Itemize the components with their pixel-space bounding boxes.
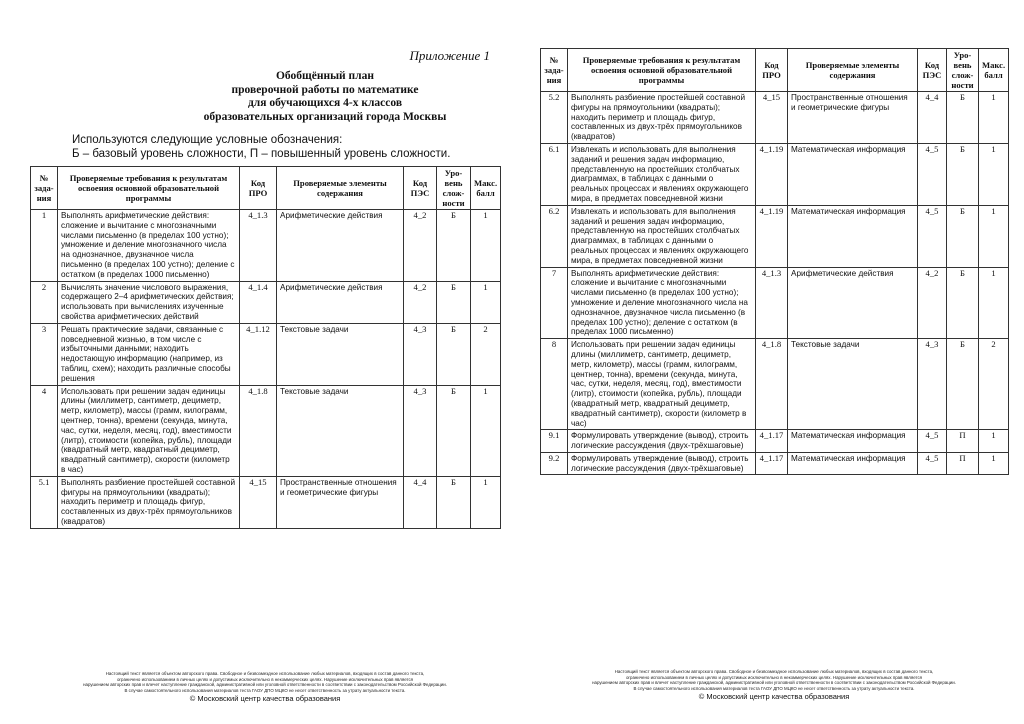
pro-code: 4_1.19 bbox=[756, 205, 788, 267]
table-row bbox=[31, 281, 501, 323]
pes-code: 4_2 bbox=[918, 267, 947, 339]
max-score: 1 bbox=[979, 267, 1009, 339]
pes-code: 4_3 bbox=[404, 323, 437, 385]
table-row bbox=[31, 323, 501, 385]
notice-line: Настоящий текст является объектом авторского права. Свободное и безвозмездное использование любых материалов, входящих в состав данного текста, bbox=[105, 671, 425, 676]
table-row bbox=[31, 210, 501, 282]
difficulty-level: Б bbox=[947, 92, 979, 144]
task-number: 4 bbox=[31, 385, 58, 476]
header-pro-code: Код ПРО bbox=[240, 167, 277, 210]
content-element: Текстовые задачи bbox=[277, 323, 404, 385]
requirement-text: Формулировать утверждение (вывод), строить логические рассуждения (двух-трёхшаговые) bbox=[568, 452, 756, 475]
header-max-score: Макс. балл bbox=[471, 167, 501, 210]
pro-code: 4_1.17 bbox=[756, 430, 788, 453]
table-header-row bbox=[541, 49, 1009, 92]
header-elements: Проверяемые элементы содержания bbox=[788, 49, 918, 92]
heading-line: проверочной работы по математике bbox=[231, 83, 419, 96]
footer bbox=[30, 671, 500, 703]
max-score: 1 bbox=[979, 430, 1009, 453]
difficulty-level: Б bbox=[947, 205, 979, 267]
pro-code: 4_15 bbox=[756, 92, 788, 144]
table-row bbox=[541, 92, 1009, 144]
max-score: 1 bbox=[979, 143, 1009, 205]
pes-code: 4_2 bbox=[404, 281, 437, 323]
task-number: 6.1 bbox=[541, 143, 568, 205]
requirement-text: Извлекать и использовать для выполнения заданий и решения задач информацию, представленную на простейших столбчатых диаграммах, в таблицах с данными о реальных процессах и явлениях окружающего мира, в предметах повседневной жизни bbox=[568, 143, 756, 205]
pes-code: 4_2 bbox=[404, 210, 437, 282]
table-row bbox=[541, 267, 1009, 339]
pro-code: 4_1.19 bbox=[756, 143, 788, 205]
max-score: 1 bbox=[471, 385, 501, 476]
requirement-text: Решать практические задачи, связанные с повседневной жизнью, в том числе с избыточными данными; находить недостающую информацию (например, из таблиц, схем); находить различные способы решения bbox=[58, 323, 240, 385]
task-number: 5.1 bbox=[31, 476, 58, 528]
notice-line: ограничено использованием в личных целях и допустимых исключительно в некоммерческих целях. Нарушение исключительных прав является bbox=[625, 674, 923, 680]
heading-line: для обучающихся 4-х классов bbox=[247, 97, 403, 109]
requirement-text: Выполнять арифметические действия: сложение и вычитание с многозначными числами письменно (в пределах 100 устно); умножение и деление многозначного числа на однозначное, двузначное числа письменно (в пределах 100 устно); деление с остатком (в пределах 1000 письменно) bbox=[58, 210, 240, 282]
header-num: № зада-ния bbox=[541, 49, 568, 92]
legend-line: Используются следующие условные обозначения: bbox=[72, 134, 343, 146]
requirement-text: Использовать при решении задач единицы длины (миллиметр, сантиметр, дециметр, метр, километр), массы (грамм, килограмм, центнер, тонна), времени (секунда, минута, час, сутки, неделя, месяц, год), вместимости (литр), стоимости (копейка, рубль), площади (квадратный метр, квадратный дециметр, квадратный сантиметр), скорости (километр в час) bbox=[568, 339, 756, 430]
pro-code: 4_1.3 bbox=[240, 210, 277, 282]
difficulty-level: Б bbox=[947, 339, 979, 430]
heading-line: Обобщённый план bbox=[275, 70, 375, 82]
header-max-score: Макс. балл bbox=[979, 49, 1009, 92]
requirement-text: Использовать при решении задач единицы длины (миллиметр, сантиметр, дециметр, метр, километр), массы (грамм, килограмм, центнер, тонна), времени (секунда, минута, час, сутки, неделя, месяц, год), вместимости (литр), стоимости (копейка, рубль), площади (квадратный метр, квадратный дециметр, квадратный сантиметр), скорости (километр в час) bbox=[58, 385, 240, 476]
max-score: 1 bbox=[979, 205, 1009, 267]
content-element: Пространственные отношения и геометрические фигуры bbox=[277, 476, 404, 528]
content-element: Математическая информация bbox=[788, 430, 918, 453]
requirement-text: Выполнять разбиение простейшей составной фигуры на прямоугольники (квадраты); находить периметр и площадь фигур, составленных из двух-трёх прямоугольников (квадратов) bbox=[568, 92, 756, 144]
task-number: 8 bbox=[541, 339, 568, 430]
pes-code: 4_3 bbox=[404, 385, 437, 476]
content-element: Математическая информация bbox=[788, 452, 918, 475]
notice-line: нарушением авторских прав и влечет наступление гражданской, административной или уголовной ответственности в соответствии с законодательством Российской Федерации. bbox=[592, 680, 956, 686]
header-elements: Проверяемые элементы содержания bbox=[277, 167, 404, 210]
notice-line: В случае самостоятельного использования материалов теста ГАОУ ДПО МЦКО не несет ответственность за утрату актуальности текста. bbox=[633, 685, 915, 691]
max-score: 1 bbox=[979, 92, 1009, 144]
content-element: Арифметические действия bbox=[277, 210, 404, 282]
pes-code: 4_5 bbox=[918, 452, 947, 475]
content-element: Текстовые задачи bbox=[277, 385, 404, 476]
pes-code: 4_5 bbox=[918, 143, 947, 205]
right-page bbox=[540, 0, 1008, 724]
pes-code: 4_4 bbox=[918, 92, 947, 144]
content-element: Математическая информация bbox=[788, 205, 918, 267]
header-requirements: Проверяемые требования к результатам освоения основной образовательной программы bbox=[58, 167, 240, 210]
difficulty-level: Б bbox=[437, 281, 471, 323]
pro-code: 4_1.3 bbox=[756, 267, 788, 339]
requirements-table bbox=[540, 48, 1009, 475]
pes-code: 4_5 bbox=[918, 205, 947, 267]
pro-code: 4_1.4 bbox=[240, 281, 277, 323]
pes-code: 4_5 bbox=[918, 430, 947, 453]
footer bbox=[540, 669, 1008, 701]
copyright: © Московский центр качества образования bbox=[189, 694, 341, 704]
content-element: Пространственные отношения и геометрические фигуры bbox=[788, 92, 918, 144]
max-score: 1 bbox=[979, 452, 1009, 475]
header-num: № зада-ния bbox=[31, 167, 58, 210]
difficulty-level: П bbox=[947, 430, 979, 453]
task-number: 7 bbox=[541, 267, 568, 339]
requirement-text: Формулировать утверждение (вывод), строить логические рассуждения (двух-трёхшаговые) bbox=[568, 430, 756, 453]
document-heading bbox=[30, 70, 500, 124]
difficulty-level: Б bbox=[947, 267, 979, 339]
task-number: 9.1 bbox=[541, 430, 568, 453]
pro-code: 4_1.8 bbox=[756, 339, 788, 430]
max-score: 1 bbox=[471, 210, 501, 282]
difficulty-level: Б bbox=[437, 385, 471, 476]
table-row bbox=[31, 385, 501, 476]
table-row bbox=[31, 476, 501, 528]
notice-line: ограничено использованием в личных целях и допустимых исключительно в некоммерческих целях. Нарушение исключительных прав является bbox=[116, 676, 414, 682]
content-element: Арифметические действия bbox=[788, 267, 918, 339]
header-level: Уро-вень слож-ности bbox=[437, 167, 471, 210]
header-pro-code: Код ПРО bbox=[756, 49, 788, 92]
difficulty-level: Б bbox=[437, 323, 471, 385]
difficulty-level: Б bbox=[437, 476, 471, 528]
table-row bbox=[541, 452, 1009, 475]
content-element: Текстовые задачи bbox=[788, 339, 918, 430]
pes-code: 4_3 bbox=[918, 339, 947, 430]
pes-code: 4_4 bbox=[404, 476, 437, 528]
requirement-text: Выполнять разбиение простейшей составной фигуры на прямоугольники (квадраты); находить периметр и площадь фигур, составленных из двух-трёх прямоугольников (квадратов) bbox=[58, 476, 240, 528]
max-score: 2 bbox=[471, 323, 501, 385]
notice-line: Настоящий текст является объектом авторского права. Свободное и безвозмездное использование любых материалов, входящих в состав данного текста, bbox=[614, 669, 934, 674]
task-number: 5.2 bbox=[541, 92, 568, 144]
content-element: Арифметические действия bbox=[277, 281, 404, 323]
requirement-text: Вычислять значение числового выражения, содержащего 2–4 арифметических действия; использовать при вычислениях изученные свойства арифметических действий bbox=[58, 281, 240, 323]
max-score: 2 bbox=[979, 339, 1009, 430]
appendix-label: Приложение 1 bbox=[409, 48, 490, 63]
difficulty-level: П bbox=[947, 452, 979, 475]
requirements-table bbox=[30, 166, 501, 529]
task-number: 2 bbox=[31, 281, 58, 323]
pro-code: 4_1.12 bbox=[240, 323, 277, 385]
legend bbox=[72, 134, 450, 161]
pro-code: 4_1.17 bbox=[756, 452, 788, 475]
pro-code: 4_1.8 bbox=[240, 385, 277, 476]
table-row bbox=[541, 205, 1009, 267]
task-number: 6.2 bbox=[541, 205, 568, 267]
copyright-notice bbox=[30, 671, 500, 693]
table-row bbox=[541, 143, 1009, 205]
requirement-text: Выполнять арифметические действия: сложение и вычитание с многозначными числами письменно (в пределах 100 устно); умножение и деление многозначного числа на однозначное, двузначное числа письменно (в пределах 100 устно); деление с остатком (в пределах 1000 письменно) bbox=[568, 267, 756, 339]
header-requirements: Проверяемые требования к результатам освоения основной образовательной программы bbox=[568, 49, 756, 92]
notice-line: нарушением авторских прав и влечет наступление гражданской, административной или уголовной ответственности в соответствии с законодательством Российской Федерации. bbox=[83, 682, 447, 688]
header-level: Уро-вень слож-ности bbox=[947, 49, 979, 92]
table-header-row bbox=[31, 167, 501, 210]
copyright-notice bbox=[540, 669, 1008, 691]
max-score: 1 bbox=[471, 476, 501, 528]
legend-line: Б – базовый уровень сложности, П – повышенный уровень сложности. bbox=[72, 147, 451, 160]
task-number: 1 bbox=[31, 210, 58, 282]
heading-line: образовательных организаций города Москвы bbox=[203, 110, 447, 123]
task-number: 3 bbox=[31, 323, 58, 385]
task-number: 9.2 bbox=[541, 452, 568, 475]
difficulty-level: Б bbox=[437, 210, 471, 282]
difficulty-level: Б bbox=[947, 143, 979, 205]
copyright: © Московский центр качества образования bbox=[698, 692, 850, 702]
content-element: Математическая информация bbox=[788, 143, 918, 205]
table-row bbox=[541, 430, 1009, 453]
max-score: 1 bbox=[471, 281, 501, 323]
left-page bbox=[30, 0, 500, 724]
pro-code: 4_15 bbox=[240, 476, 277, 528]
header-pes-code: Код ПЭС bbox=[404, 167, 437, 210]
table-row bbox=[541, 339, 1009, 430]
requirement-text: Извлекать и использовать для выполнения заданий и решения задач информацию, представленную на простейших столбчатых диаграммах, в таблицах с данными о реальных процессах и явлениях окружающего мира, в предметах повседневной жизни bbox=[568, 205, 756, 267]
notice-line: В случае самостоятельного использования материалов теста ГАОУ ДПО МЦКО не несет ответственность за утрату актуальности текста. bbox=[124, 687, 406, 693]
header-pes-code: Код ПЭС bbox=[918, 49, 947, 92]
